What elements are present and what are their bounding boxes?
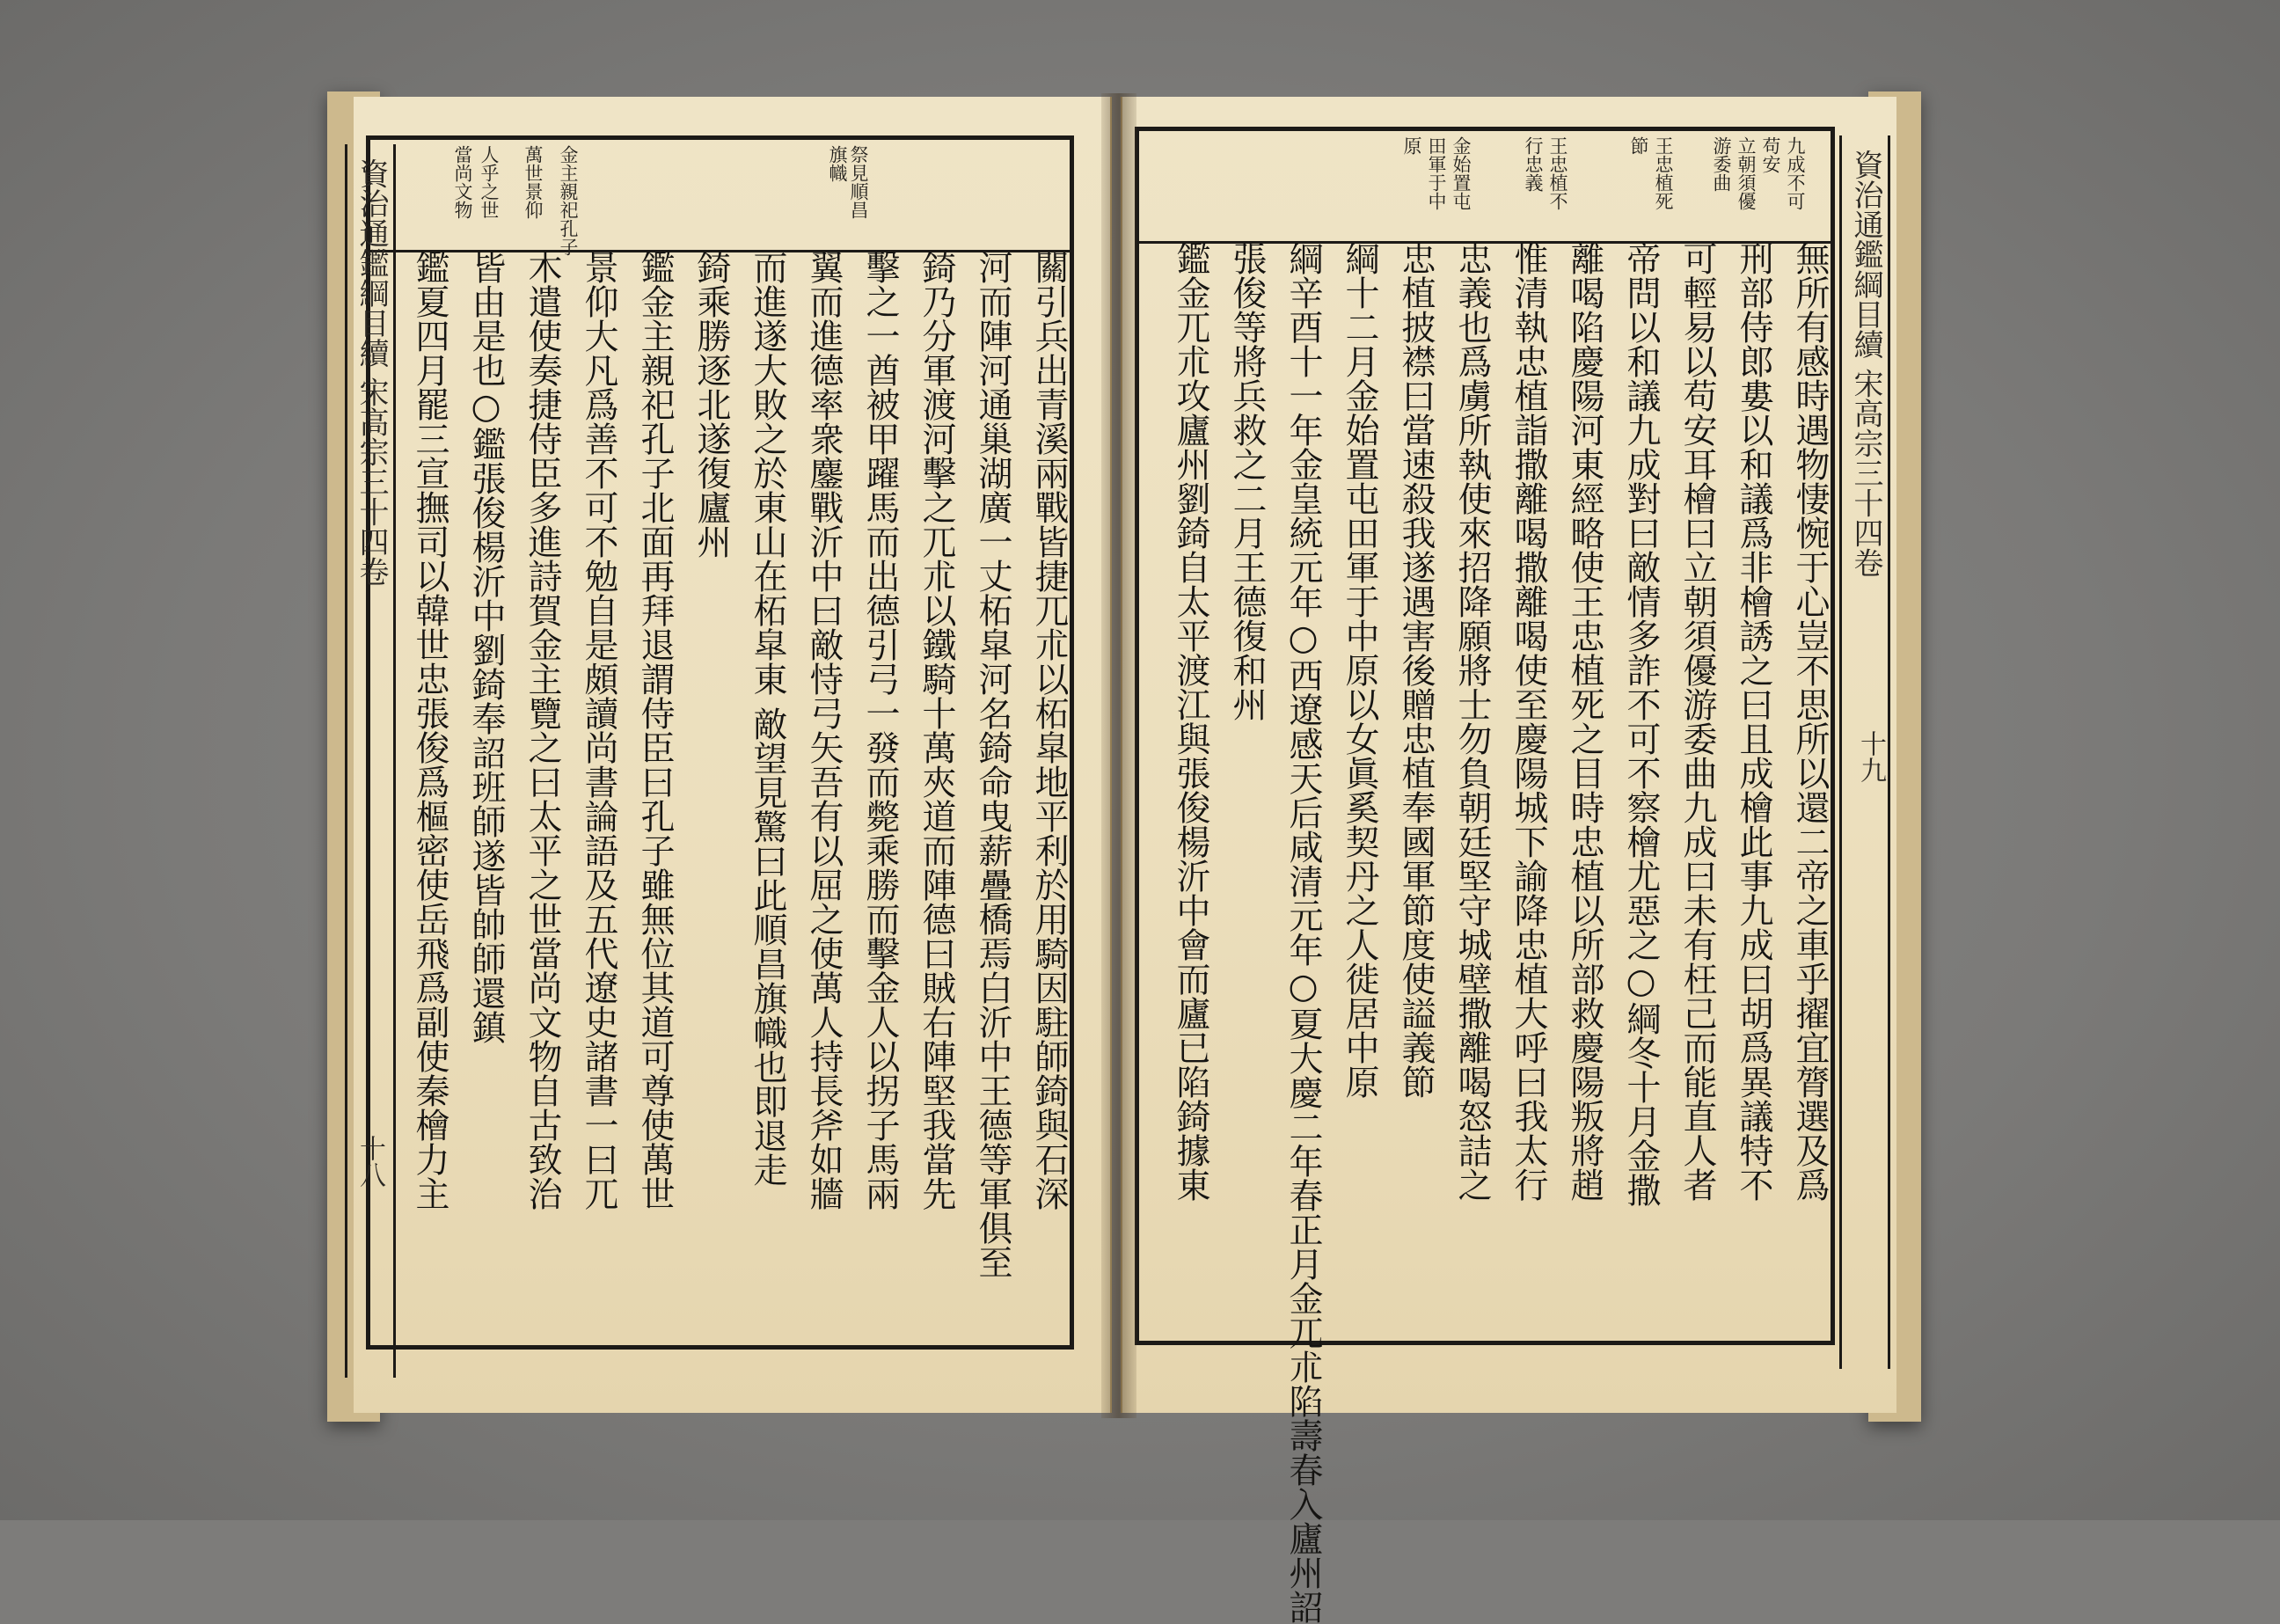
text-column: 刑部侍郎婁以和議爲非檜誘之曰且成檜此事九成曰胡爲異議特不 [1734, 241, 1773, 1202]
header-note: 原 [1401, 136, 1422, 155]
text-column: 忠義也爲虜所執使來招降願將士勿負朝廷堅守城壁撒離喝怒詰之 [1452, 241, 1492, 1202]
header-note: 田軍于中 [1426, 136, 1447, 210]
header-note: 祭見順昌 [848, 145, 869, 219]
right-page-frame [1135, 127, 1835, 1624]
header-note: 金始置屯 [1451, 136, 1472, 210]
right-text-columns [1139, 241, 1831, 1624]
text-column: 可輕易以苟安耳檜曰立朝須優游委曲九成曰未有枉己而能直人者 [1677, 241, 1717, 1202]
header-note: 九成不可 [1785, 136, 1806, 210]
book-gutter [1101, 93, 1136, 1418]
text-column: 錡乘勝逐北遂復廬州 [691, 250, 731, 559]
text-column: 鑑金兀朮攻廬州劉錡自太平渡江與張俊楊沂中會而廬已陷錡據東 [1171, 241, 1210, 1202]
text-column: 擊之一酋被甲躍馬而出德引弓一發而斃乘勝而擊金人以拐子馬兩 [860, 250, 900, 1211]
text-column: 河而陣河通巢湖廣一丈柘皐河名錡命曳薪疊橋焉白沂中王德等軍俱至 [973, 250, 1012, 1279]
text-column: 而進遂大敗之於東山在柘皐東 敵望見驚曰此順昌旗幟也即退走 [748, 250, 787, 1188]
left-leaf-number: 十八 [354, 1135, 385, 1188]
left-text-columns [370, 250, 1070, 1345]
header-note: 節 [1628, 136, 1649, 155]
header-note: 立朝須優 [1736, 136, 1757, 210]
text-column: 鑑金主親祀孔子北面再拜退謂侍臣曰孔子雖無位其道可尊使萬世 [635, 250, 675, 1211]
header-note: 游委曲 [1711, 136, 1732, 192]
text-column: 皆由是也○鑑張俊楊沂中劉錡奉詔班師遂皆帥師還鎮 [466, 250, 506, 1044]
header-note: 金主親祀孔子 [558, 145, 579, 256]
header-note: 行忠義 [1523, 136, 1544, 192]
left-header-notes [370, 140, 1070, 256]
left-page [354, 97, 1112, 1413]
right-page [1121, 97, 1896, 1624]
text-column: 綱辛酉十一年金皇統元年○西遼感天后咸清元年○夏大慶二年春正月金兀朮陷壽春入廬州詔 [1283, 241, 1323, 1624]
left-spine-title: 資治通鑑綱目續 宋高宗三十四卷 [345, 144, 396, 1378]
text-column: 惟清執忠植詣撒離喝撒離喝使至慶陽城下諭降忠植大呼曰我太行 [1509, 241, 1548, 1202]
header-note: 萬世景仰 [522, 145, 544, 219]
text-column: 景仰大凡爲善不可不勉自是頗讀尚書論語及五代遼史諸書一曰兀 [579, 250, 618, 1211]
left-page-frame [366, 135, 1074, 1350]
header-note: 當尚文物 [452, 145, 473, 219]
right-leaf-number: 十九 [1855, 730, 1886, 783]
header-note: 旗幟 [827, 145, 848, 182]
text-column: 張俊等將兵救之二月王德復和州 [1227, 241, 1267, 721]
text-column: 關引兵出青溪兩戰皆捷兀朮以柘皐地平利於用騎因駐師錡與石深 [1029, 250, 1069, 1211]
right-spine-title: 資治通鑑綱目續 宋高宗三十四卷 [1839, 135, 1890, 1369]
text-column: 綱十二月金始置屯田軍于中原以女眞奚契丹之人徙居中原 [1340, 241, 1379, 1099]
header-note: 苟安 [1760, 136, 1781, 173]
text-column: 無所有感時遇物悽惋于心豈不思所以還二帝之車乎擢宜膂選及爲 [1790, 241, 1830, 1202]
text-column: 錡乃分軍渡河擊之兀朮以鐵騎十萬夾道而陣德曰賊右陣堅我當先 [917, 250, 956, 1211]
header-note: 王忠植死 [1653, 136, 1674, 210]
header-note: 王忠植不 [1547, 136, 1568, 210]
text-column: 忠植披襟曰當速殺我遂遇害後贈忠植奉國軍節度使謚義節 [1396, 241, 1436, 1099]
text-column: 離喝陷慶陽河東經略使王忠植死之目時忠植以所部救慶陽叛將趙 [1565, 241, 1604, 1202]
text-column: 鑑夏四月罷三宣撫司以韓世忠張俊爲樞密使岳飛爲副使秦檜力主 [410, 250, 449, 1211]
text-column: 翼而進德率衆鏖戰沂中曰敵恃弓矢吾有以屈之使萬人持長斧如牆 [804, 250, 844, 1211]
open-book [318, 84, 1925, 1624]
text-column: 帝問以和議九成對曰敵情多詐不可不察檜尤惡之○綱冬十月金撒 [1621, 241, 1661, 1207]
header-note: 人乎之世 [479, 145, 500, 219]
text-column: 木遣使奏捷侍臣多進詩賀金主覽之曰太平之世當尚文物自古致治 [522, 250, 562, 1211]
right-header-notes [1139, 131, 1831, 244]
